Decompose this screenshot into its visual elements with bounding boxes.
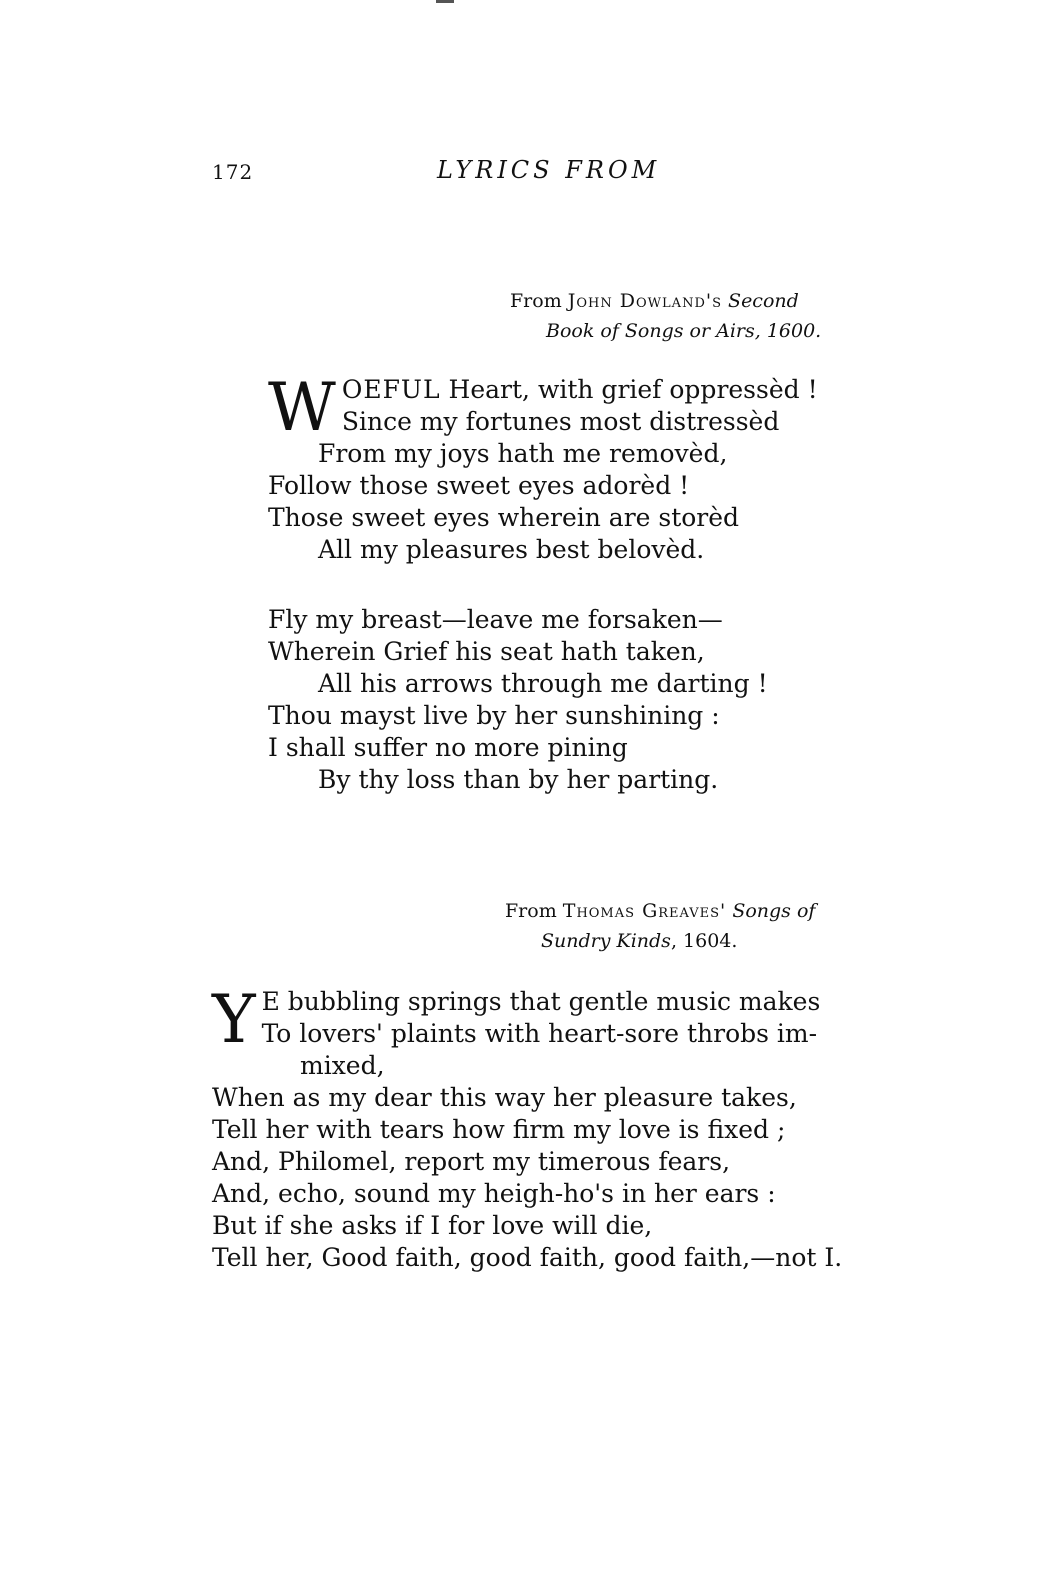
poem-line: But if she asks if I for love will die, xyxy=(212,1211,653,1240)
poem2-source xyxy=(505,896,815,956)
poem1-source-line1: From John Dowland's Second xyxy=(510,290,799,312)
poem1-drop-cap: W xyxy=(268,369,336,446)
poem2-source-author: Thomas Greaves' xyxy=(562,900,727,922)
poem-line: Follow those sweet eyes adorèd ! xyxy=(268,471,690,500)
poem-line: All his arrows through me darting ! xyxy=(318,669,768,698)
running-head: LYRICS FROM xyxy=(437,156,661,184)
poem-line: When as my dear this way her pleasure takes, xyxy=(212,1083,797,1112)
poem-line: E bubbling springs that gentle music makes xyxy=(261,987,821,1016)
scan-mark xyxy=(436,0,454,3)
poem-line: Thou mayst live by her sunshining : xyxy=(268,701,720,730)
poem1-source-line2: Book of Songs or Airs, 1600. xyxy=(546,320,822,342)
poem-line: And, echo, sound my heigh-ho's in her ears : xyxy=(212,1179,776,1208)
poem-line: Since my fortunes most distressèd xyxy=(341,407,780,436)
poem2-source-line2: Sundry Kinds, 1604. xyxy=(541,930,738,952)
poem-line: I shall suffer no more pining xyxy=(268,733,628,762)
poem2-source-title: Songs of xyxy=(732,900,816,922)
poem1-source-title: Second xyxy=(728,290,799,312)
poem-line: OEFUL Heart, with grief oppressèd ! xyxy=(341,375,818,404)
poem-line: Fly my breast—leave me forsaken— xyxy=(268,605,723,634)
poem-line: All my pleasures best belovèd. xyxy=(318,535,705,564)
poem-line: Wherein Grief his seat hath taken, xyxy=(268,637,705,666)
poem1-stanza1 xyxy=(268,369,818,566)
page-number: 172 xyxy=(212,160,254,184)
poem-line: To lovers' plaints with heart-sore throbs im- xyxy=(261,1019,818,1048)
poem-line: mixed, xyxy=(300,1051,385,1080)
poem-line: And, Philomel, report my timerous fears, xyxy=(212,1147,731,1176)
poem-line: Tell her, Good faith, good faith, good faith,—not I. xyxy=(212,1243,843,1272)
poem-line: By thy loss than by her parting. xyxy=(318,765,719,794)
poem2-source-line1: From Thomas Greaves' Songs of xyxy=(505,900,816,922)
poem1-source-author: John Dowland's xyxy=(567,290,722,312)
poem-line: From my joys hath me removèd, xyxy=(318,439,728,468)
poem1-source xyxy=(510,286,821,346)
poem2-stanza xyxy=(212,981,843,1274)
poem-line: Those sweet eyes wherein are storèd xyxy=(268,503,740,532)
poem1-stanza2 xyxy=(268,604,768,796)
poem2-drop-cap: Y xyxy=(212,981,256,1058)
poem-line: Tell her with tears how firm my love is fixed ; xyxy=(212,1115,786,1144)
